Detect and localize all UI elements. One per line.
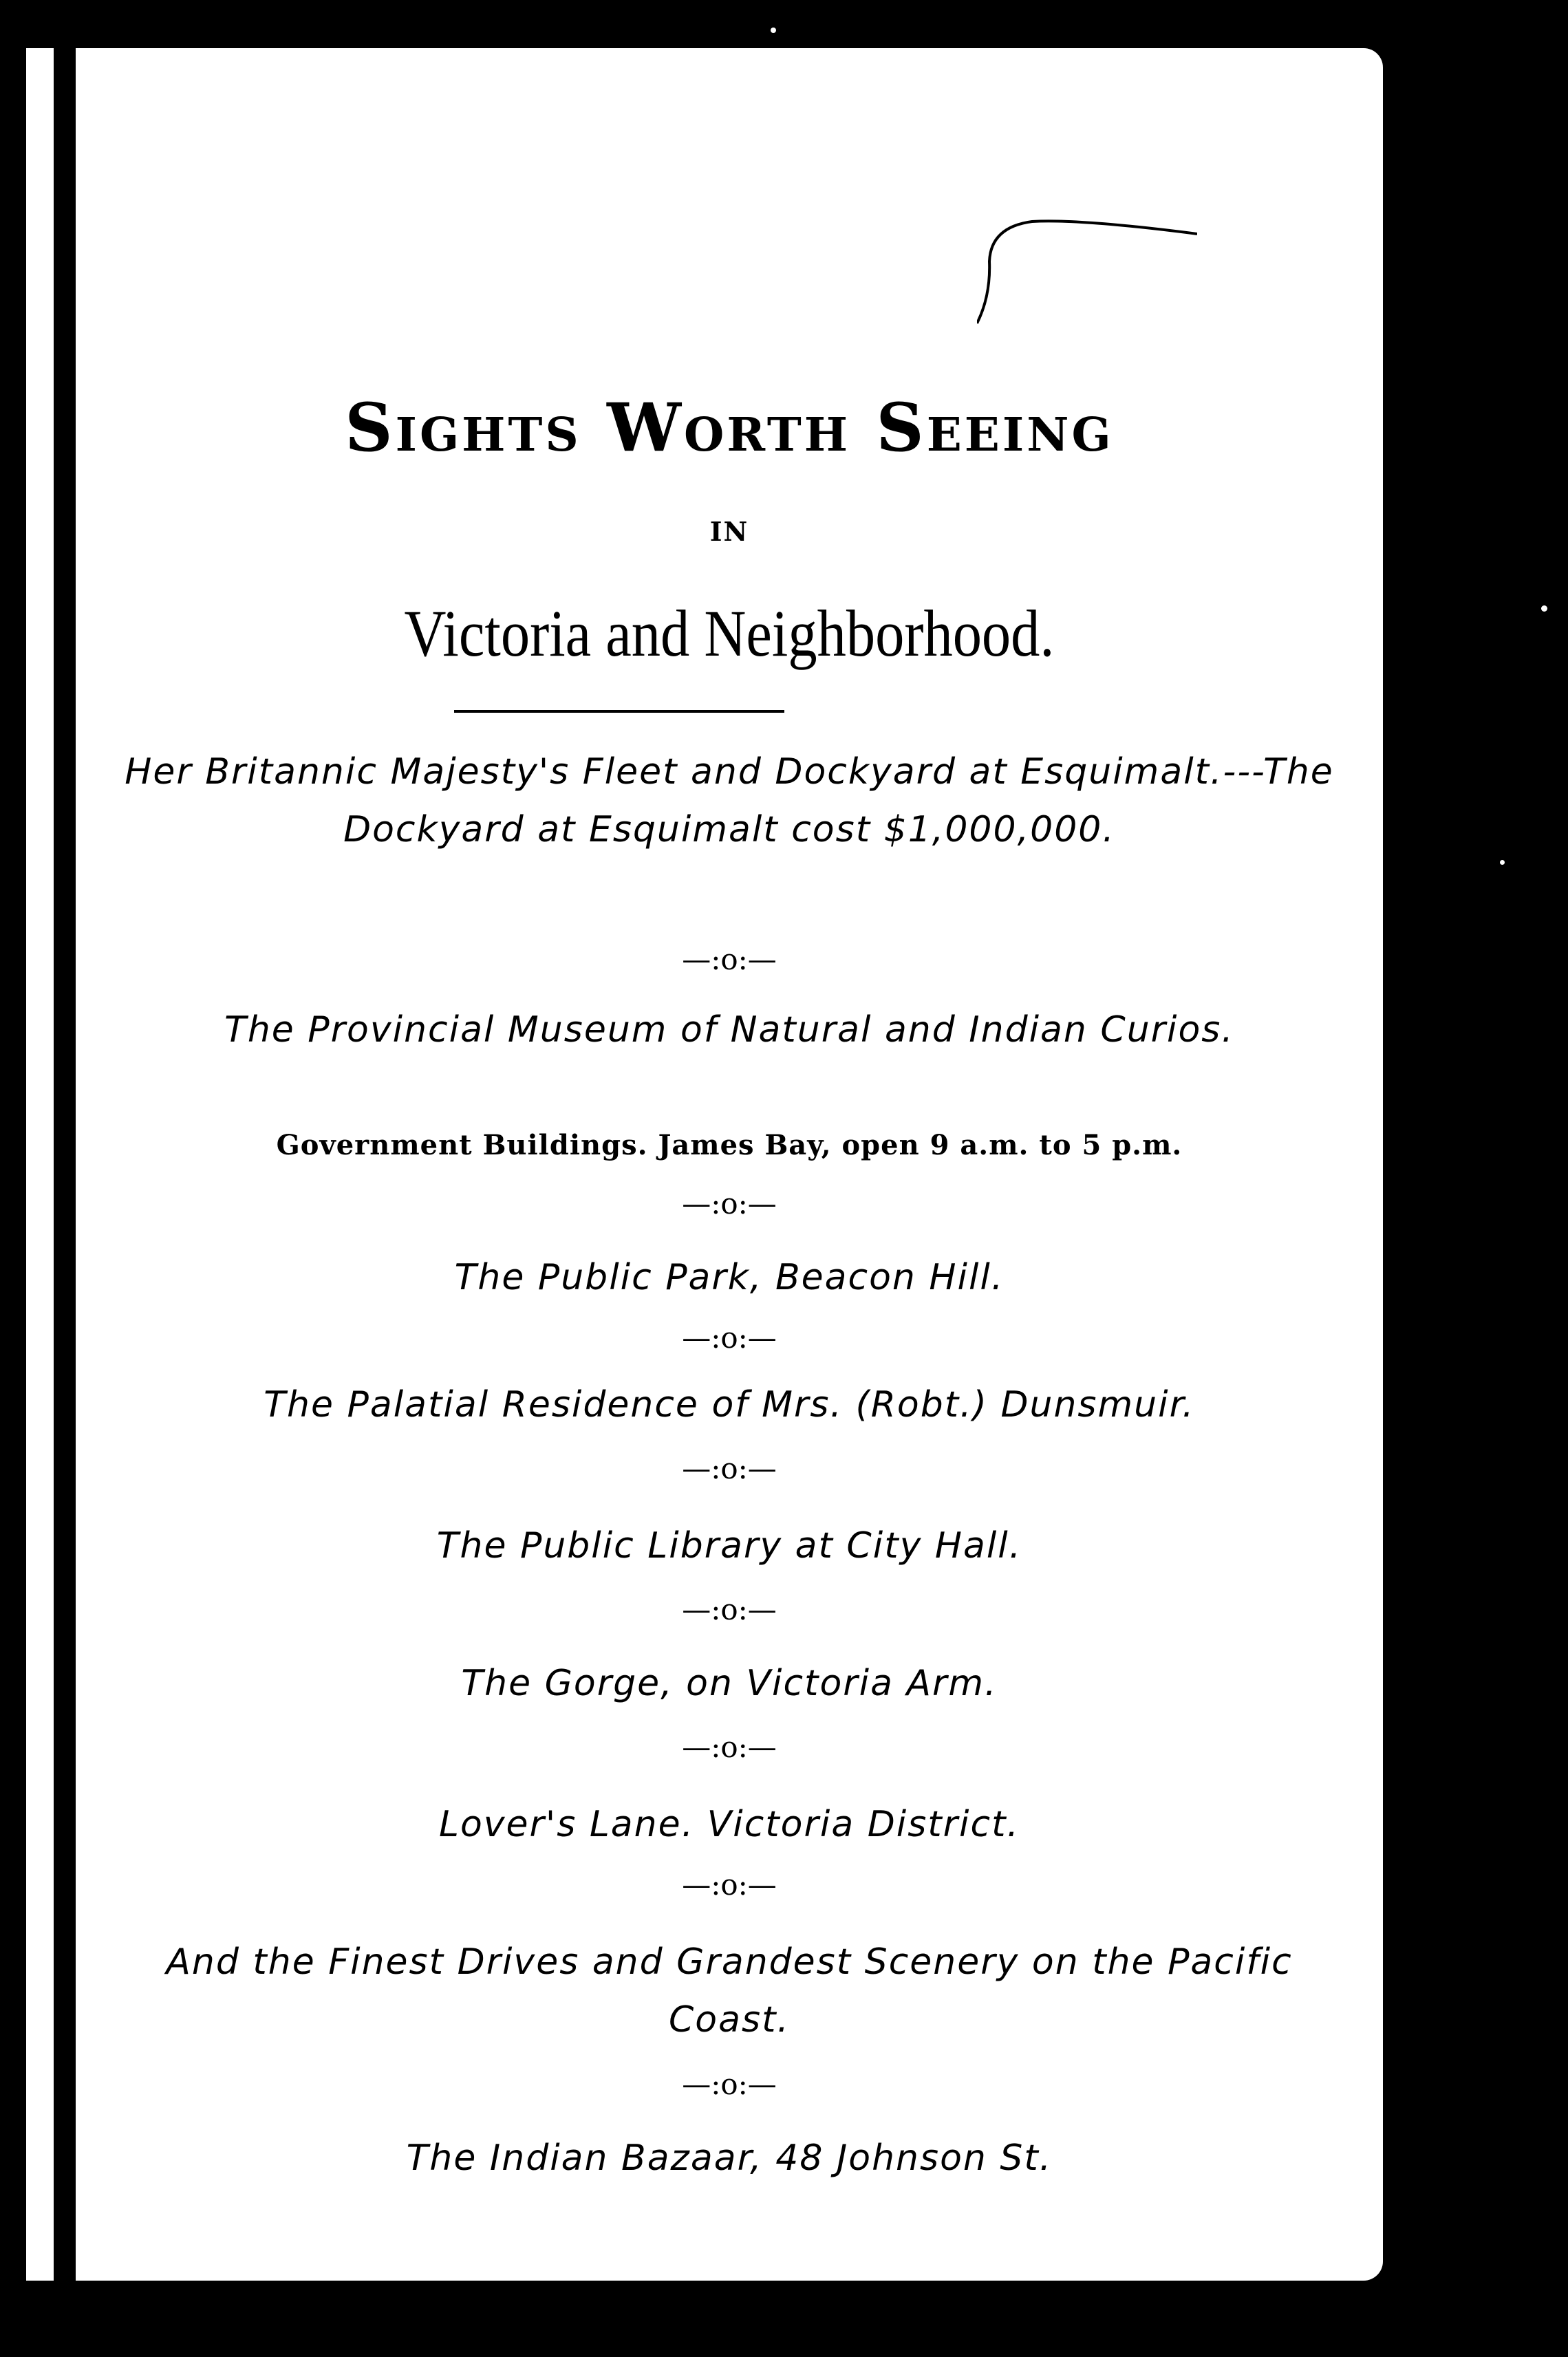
handwritten-bracket-mark [977, 213, 1197, 337]
separator: —:o:— [682, 943, 777, 976]
separator: —:o:— [682, 1187, 777, 1220]
separator: —:o:— [682, 1730, 777, 1764]
speck [1500, 860, 1505, 865]
page-spine-edge [26, 48, 54, 2281]
list-item: And the Finest Drives and Grandest Scenery on the Pacific Coast. [166, 1941, 1293, 2041]
list-item: The Gorge, on Victoria Arm. [461, 1663, 998, 1704]
separator: —:o:— [682, 1868, 777, 1902]
speck [1541, 605, 1547, 612]
page-title: Sights Worth Seeing [345, 389, 1114, 466]
title-rule [454, 710, 784, 713]
separator: —:o:— [682, 1321, 777, 1355]
separator: —:o:— [682, 2067, 777, 2101]
separator: —:o:— [682, 1452, 777, 1485]
list-item: The Palatial Residence of Mrs. (Robt.) Dunsmuir. [264, 1384, 1195, 1425]
speck [771, 28, 776, 33]
list-item: Her Britannic Majesty's Fleet and Dockyard at Esquimalt.---The Dockyard at Esquimalt cost $1,000,000. [125, 751, 1334, 850]
in-word: IN [709, 516, 749, 547]
list-item: The Provincial Museum of Natural and Indian Curios. [224, 1009, 1234, 1051]
page-content [76, 48, 1383, 2281]
separator: —:o:— [682, 1593, 777, 1626]
list-item: The Public Park, Beacon Hill. [454, 1257, 1005, 1298]
page-subtitle: Victoria and Neighborhood. [404, 596, 1055, 670]
list-item: The Indian Bazaar, 48 Johnson St. [406, 2138, 1053, 2179]
page-spine-shadow [54, 48, 76, 2281]
list-item-detail: Government Buildings. James Bay, open 9 a.m. to 5 p.m. [276, 1129, 1183, 1161]
list-item: Lover's Lane. Victoria District. [438, 1804, 1020, 1845]
document-page [76, 48, 1383, 2281]
list-item: The Public Library at City Hall. [436, 1525, 1022, 1567]
